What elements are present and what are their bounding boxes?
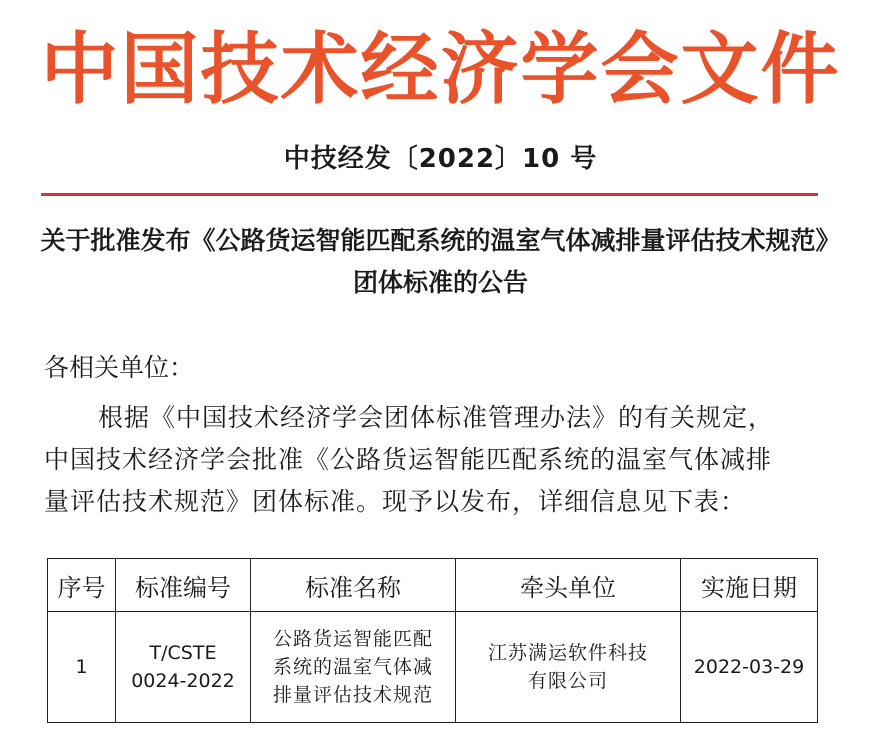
red-divider-rule — [41, 193, 818, 196]
body-line-1: 根据《中国技术经济学会团体标准管理办法》的有关规定， — [98, 403, 775, 432]
cell-lead-unit — [456, 612, 681, 723]
cell-name-line-1: 公路货运智能匹配 — [272, 628, 433, 650]
column-header-name: 标准名称 — [251, 559, 456, 612]
column-header-code: 标准编号 — [116, 559, 251, 612]
cell-lead-line-1: 江苏满运软件科技 — [487, 642, 648, 664]
notice-title — [0, 220, 881, 304]
column-header-lead-unit: 牵头单位 — [456, 559, 681, 612]
notice-body — [44, 397, 834, 523]
column-header-index: 序号 — [48, 559, 116, 612]
issuer-masthead: 中国技术经济学会文件 — [40, 25, 841, 115]
salutation: 各相关单位： — [44, 353, 195, 382]
notice-title-line-1: 关于批准发布《公路货运智能匹配系统的温室气体减排量评估技术规范》 — [40, 226, 841, 255]
table-row — [48, 612, 818, 723]
cell-index: 1 — [48, 612, 116, 723]
cell-lead-line-2: 有限公司 — [527, 670, 608, 692]
cell-name-line-3: 排量评估技术规范 — [272, 684, 433, 706]
document-number: 中技经发〔2022〕10 号 — [283, 144, 598, 174]
cell-code-line-1: T/CSTE — [149, 642, 217, 664]
notice-title-line-2: 团体标准的公告 — [352, 268, 528, 297]
body-line-2: 中国技术经济学会批准《公路货运智能匹配系统的温室气体减排 — [44, 445, 773, 474]
standards-table — [47, 558, 818, 723]
cell-standard-name — [251, 612, 456, 723]
cell-implementation-date: 2022-03-29 — [681, 612, 818, 723]
body-line-3: 量评估技术规范》团体标准。现予以发布，详细信息见下表： — [44, 487, 747, 516]
cell-name-line-2: 系统的温室气体减 — [272, 656, 433, 678]
table-header-row — [48, 559, 818, 612]
cell-code-line-2: 0024-2022 — [131, 670, 235, 692]
cell-code — [116, 612, 251, 723]
column-header-date: 实施日期 — [681, 559, 818, 612]
